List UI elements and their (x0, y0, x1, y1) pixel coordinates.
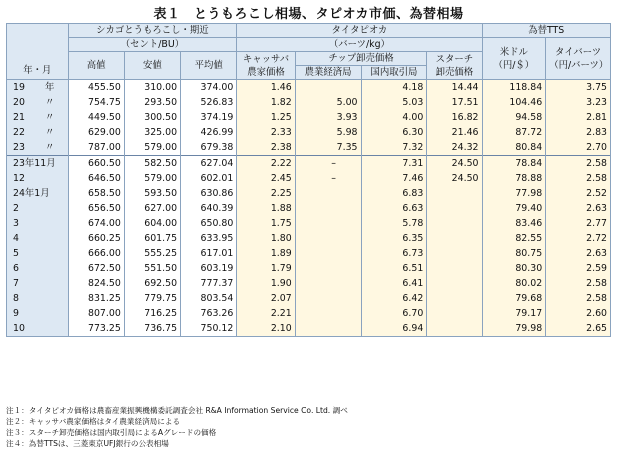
table-row (7, 140, 611, 156)
row-label: 7 (13, 278, 19, 289)
chip-dom-cell: 4.18 (361, 80, 427, 96)
footnote: 注３：スターチ卸売価格は国内取引局によるAグレードの価格 (6, 428, 217, 437)
high-cell: 656.50 (68, 201, 124, 216)
header-starch-line2: 卸売価格 (435, 66, 474, 78)
low-cell: 627.00 (124, 201, 180, 216)
chip-ag-cell (295, 186, 361, 201)
starch-price-cell (427, 276, 482, 291)
starch-price-cell (427, 231, 482, 246)
starch-price-cell (427, 306, 482, 321)
price-table (6, 23, 611, 337)
cassava-price-cell: 1.88 (237, 201, 295, 216)
high-cell: 831.25 (68, 291, 124, 306)
cassava-price-cell: 2.07 (237, 291, 295, 306)
cassava-price-cell: 2.21 (237, 306, 295, 321)
row-label: 19 (13, 82, 25, 93)
cassava-price-cell: 2.10 (237, 321, 295, 337)
row-label: 23 (13, 142, 25, 153)
header-usd-line1: 米ドル (499, 46, 528, 58)
header-row-label: 年・月 (7, 24, 69, 80)
table-row (7, 80, 611, 96)
starch-price-cell: 14.44 (427, 80, 482, 96)
row-label: 21 (13, 112, 25, 123)
cassava-price-cell: 1.79 (237, 261, 295, 276)
high-cell: 629.00 (68, 125, 124, 140)
usd-rate-cell: 94.58 (482, 110, 546, 125)
cassava-price-cell: 1.80 (237, 231, 295, 246)
chip-ag-cell (295, 231, 361, 246)
chip-dom-cell: 6.35 (361, 231, 427, 246)
low-cell: 601.75 (124, 231, 180, 246)
avg-cell: 630.86 (181, 186, 237, 201)
row-label-cell (7, 80, 69, 96)
starch-price-cell: 17.51 (427, 95, 482, 110)
table-row (7, 261, 611, 276)
header-usd (482, 38, 546, 80)
usd-rate-cell: 80.02 (482, 276, 546, 291)
usd-rate-cell: 87.72 (482, 125, 546, 140)
row-label-suffix: 年 (45, 82, 55, 93)
chip-ag-cell (295, 261, 361, 276)
chip-dom-cell: 5.03 (361, 95, 427, 110)
low-cell: 300.50 (124, 110, 180, 125)
high-cell: 754.75 (68, 95, 124, 110)
header-low: 安値 (124, 52, 180, 80)
avg-cell: 763.26 (181, 306, 237, 321)
low-cell: 310.00 (124, 80, 180, 96)
chip-dom-cell: 7.46 (361, 171, 427, 186)
row-label-cell (7, 231, 69, 246)
starch-price-cell (427, 216, 482, 231)
row-label-cell (7, 216, 69, 231)
row-label: 4 (13, 233, 19, 244)
cassava-price-cell: 1.25 (237, 110, 295, 125)
chip-ag-cell: 5.98 (295, 125, 361, 140)
cassava-price-cell: 1.82 (237, 95, 295, 110)
chip-ag-cell (295, 201, 361, 216)
header-cassava-line1: キャッサバ (242, 53, 290, 65)
starch-price-cell: 24.50 (427, 171, 482, 186)
row-label-cell (7, 125, 69, 140)
low-cell: 593.50 (124, 186, 180, 201)
usd-rate-cell: 80.75 (482, 246, 546, 261)
row-label-cell (7, 140, 69, 156)
header-chip-group: チップ卸売価格 (295, 52, 427, 66)
footnote: 注２：キャッサバ農家価格はタイ農業経済局による (6, 417, 181, 426)
high-cell: 660.25 (68, 231, 124, 246)
starch-price-cell (427, 246, 482, 261)
chip-ag-cell: 7.35 (295, 140, 361, 156)
usd-rate-cell: 77.98 (482, 186, 546, 201)
cassava-price-cell: 2.38 (237, 140, 295, 156)
header-starch (427, 52, 482, 80)
starch-price-cell (427, 261, 482, 276)
row-label-cell (7, 201, 69, 216)
usd-rate-cell: 79.17 (482, 306, 546, 321)
row-label-suffix: 〃 (45, 142, 55, 153)
table-row (7, 171, 611, 186)
high-cell: 824.50 (68, 276, 124, 291)
table-row (7, 186, 611, 201)
header-chicago-unit: （セント/BU） (68, 38, 237, 52)
row-label: 3 (13, 218, 19, 229)
row-label: 10 (13, 323, 25, 334)
thb-rate-cell: 2.81 (546, 110, 611, 125)
row-label-suffix: 〃 (45, 97, 55, 108)
chip-ag-cell (295, 80, 361, 96)
table-row (7, 110, 611, 125)
chip-dom-cell: 5.78 (361, 216, 427, 231)
low-cell: 293.50 (124, 95, 180, 110)
chip-dom-cell: 6.94 (361, 321, 427, 337)
thb-rate-cell: 2.58 (546, 156, 611, 172)
table-body (7, 80, 611, 337)
high-cell: 674.00 (68, 216, 124, 231)
usd-rate-cell: 79.68 (482, 291, 546, 306)
chip-dom-cell: 6.83 (361, 186, 427, 201)
table-title: 表１ とうもろこし相場、タピオカ市価、為替相場 (153, 7, 464, 22)
chip-ag-cell (295, 216, 361, 231)
chip-ag-cell: 5.00 (295, 95, 361, 110)
avg-cell: 602.01 (181, 171, 237, 186)
row-label-cell (7, 171, 69, 186)
usd-rate-cell: 78.84 (482, 156, 546, 172)
table-row (7, 276, 611, 291)
row-label: 5 (13, 248, 19, 259)
usd-rate-cell: 82.55 (482, 231, 546, 246)
avg-cell: 617.01 (181, 246, 237, 261)
high-cell: 666.00 (68, 246, 124, 261)
row-label-cell (7, 246, 69, 261)
low-cell: 555.25 (124, 246, 180, 261)
chip-ag-cell (295, 321, 361, 337)
table-row (7, 125, 611, 140)
chip-dom-cell: 6.41 (361, 276, 427, 291)
table-row (7, 246, 611, 261)
row-label-cell (7, 156, 69, 172)
chip-dom-cell: 4.00 (361, 110, 427, 125)
chip-ag-cell (295, 306, 361, 321)
high-cell: 455.50 (68, 80, 124, 96)
starch-price-cell (427, 321, 482, 337)
cassava-price-cell: 2.25 (237, 186, 295, 201)
table-row (7, 216, 611, 231)
row-label-cell (7, 276, 69, 291)
row-label-suffix: 〃 (45, 127, 55, 138)
thb-rate-cell: 2.72 (546, 231, 611, 246)
row-label: 12 (13, 173, 25, 184)
avg-cell: 627.04 (181, 156, 237, 172)
header-thb-line1: タイバーツ (555, 46, 602, 58)
chip-ag-cell (295, 276, 361, 291)
low-cell: 551.50 (124, 261, 180, 276)
footnote: 注１：タイタピオカ価格は農畜産業振興機構委託調査会社 R&A Information Service Co. Ltd. 調べ (6, 406, 348, 415)
row-label-cell (7, 291, 69, 306)
chip-dom-cell: 6.30 (361, 125, 427, 140)
high-cell: 787.00 (68, 140, 124, 156)
thb-rate-cell: 2.58 (546, 276, 611, 291)
row-label: 23年11月 (13, 158, 56, 169)
row-label-suffix: 〃 (45, 112, 55, 123)
table-row (7, 201, 611, 216)
low-cell: 736.75 (124, 321, 180, 337)
low-cell: 579.00 (124, 171, 180, 186)
usd-rate-cell: 118.84 (482, 80, 546, 96)
low-cell: 716.25 (124, 306, 180, 321)
chip-dom-cell: 6.63 (361, 201, 427, 216)
cassava-price-cell: 1.46 (237, 80, 295, 96)
header-usd-line2: （円/＄） (493, 59, 535, 71)
cassava-price-cell: 2.22 (237, 156, 295, 172)
thb-rate-cell: 2.60 (546, 306, 611, 321)
thb-rate-cell: 3.75 (546, 80, 611, 96)
usd-rate-cell: 80.30 (482, 261, 546, 276)
header-tapioca-unit: （バーツ/kg） (237, 38, 482, 52)
cassava-price-cell: 1.89 (237, 246, 295, 261)
table-header (7, 24, 611, 80)
row-label-cell (7, 186, 69, 201)
header-chip-dom: 国内取引局 (361, 66, 427, 80)
usd-rate-cell: 79.98 (482, 321, 546, 337)
high-cell: 773.25 (68, 321, 124, 337)
avg-cell: 526.83 (181, 95, 237, 110)
low-cell: 779.75 (124, 291, 180, 306)
chip-ag-cell (295, 246, 361, 261)
thb-rate-cell: 2.65 (546, 321, 611, 337)
row-label: 6 (13, 263, 19, 274)
table-row (7, 306, 611, 321)
avg-cell: 426.99 (181, 125, 237, 140)
low-cell: 692.50 (124, 276, 180, 291)
usd-rate-cell: 79.40 (482, 201, 546, 216)
header-thb-line2: （円/バーツ） (549, 59, 609, 71)
row-label: 9 (13, 308, 19, 319)
avg-cell: 633.95 (181, 231, 237, 246)
thb-rate-cell: 2.52 (546, 186, 611, 201)
avg-cell: 679.38 (181, 140, 237, 156)
thb-rate-cell: 2.63 (546, 246, 611, 261)
starch-price-cell (427, 201, 482, 216)
row-label-cell (7, 306, 69, 321)
thb-rate-cell: 2.59 (546, 261, 611, 276)
low-cell: 579.00 (124, 140, 180, 156)
high-cell: 449.50 (68, 110, 124, 125)
starch-price-cell: 21.46 (427, 125, 482, 140)
thb-rate-cell: 3.23 (546, 95, 611, 110)
row-label: 2 (13, 203, 19, 214)
chip-dom-cell: 7.32 (361, 140, 427, 156)
table-row (7, 291, 611, 306)
thb-rate-cell: 2.77 (546, 216, 611, 231)
table-row (7, 321, 611, 337)
table-row (7, 156, 611, 172)
low-cell: 325.00 (124, 125, 180, 140)
avg-cell: 374.19 (181, 110, 237, 125)
header-fx-group: 為替TTS (482, 24, 610, 38)
thb-rate-cell: 2.70 (546, 140, 611, 156)
row-label-cell (7, 261, 69, 276)
row-label: 22 (13, 127, 25, 138)
cassava-price-cell: 2.45 (237, 171, 295, 186)
high-cell: 646.50 (68, 171, 124, 186)
high-cell: 807.00 (68, 306, 124, 321)
avg-cell: 603.19 (181, 261, 237, 276)
row-label-cell (7, 95, 69, 110)
header-thb (546, 38, 611, 80)
header-chicago-group: シカゴとうもろこし・期近 (68, 24, 237, 38)
chip-ag-cell (295, 291, 361, 306)
avg-cell: 640.39 (181, 201, 237, 216)
thb-rate-cell: 2.58 (546, 291, 611, 306)
footnote: 注４：為替TTSは、三菱東京UFJ銀行の公表相場 (6, 439, 169, 448)
row-label-cell (7, 321, 69, 337)
thb-rate-cell: 2.63 (546, 201, 611, 216)
usd-rate-cell: 104.46 (482, 95, 546, 110)
starch-price-cell (427, 291, 482, 306)
chip-dom-cell: 6.70 (361, 306, 427, 321)
row-label: 8 (13, 293, 19, 304)
row-label: 24年1月 (13, 188, 50, 199)
row-label: 20 (13, 97, 25, 108)
high-cell: 658.50 (68, 186, 124, 201)
table-row (7, 231, 611, 246)
chip-dom-cell: 6.73 (361, 246, 427, 261)
chip-ag-cell: – (295, 156, 361, 172)
starch-price-cell (427, 186, 482, 201)
chip-dom-cell: 6.51 (361, 261, 427, 276)
table-row (7, 95, 611, 110)
avg-cell: 650.80 (181, 216, 237, 231)
avg-cell: 374.00 (181, 80, 237, 96)
usd-rate-cell: 83.46 (482, 216, 546, 231)
header-high: 高値 (68, 52, 124, 80)
usd-rate-cell: 78.88 (482, 171, 546, 186)
cassava-price-cell: 1.90 (237, 276, 295, 291)
header-cassava-line2: 農家価格 (247, 66, 285, 78)
chip-dom-cell: 6.42 (361, 291, 427, 306)
header-chip-ag: 農業経済局 (295, 66, 361, 80)
header-tapioca-group: タイタピオカ (237, 24, 482, 38)
cassava-price-cell: 1.75 (237, 216, 295, 231)
cassava-price-cell: 2.33 (237, 125, 295, 140)
usd-rate-cell: 80.84 (482, 140, 546, 156)
high-cell: 660.50 (68, 156, 124, 172)
header-avg: 平均値 (181, 52, 237, 80)
thb-rate-cell: 2.83 (546, 125, 611, 140)
low-cell: 604.00 (124, 216, 180, 231)
row-label-cell (7, 110, 69, 125)
thb-rate-cell: 2.58 (546, 171, 611, 186)
avg-cell: 750.12 (181, 321, 237, 337)
chip-ag-cell: 3.93 (295, 110, 361, 125)
header-starch-line1: スターチ (435, 53, 474, 65)
starch-price-cell: 24.50 (427, 156, 482, 172)
chip-dom-cell: 7.31 (361, 156, 427, 172)
chip-ag-cell: – (295, 171, 361, 186)
high-cell: 672.50 (68, 261, 124, 276)
avg-cell: 803.54 (181, 291, 237, 306)
starch-price-cell: 24.32 (427, 140, 482, 156)
avg-cell: 777.37 (181, 276, 237, 291)
header-cassava (237, 52, 295, 80)
starch-price-cell: 16.82 (427, 110, 482, 125)
footnotes (6, 405, 348, 449)
low-cell: 582.50 (124, 156, 180, 172)
